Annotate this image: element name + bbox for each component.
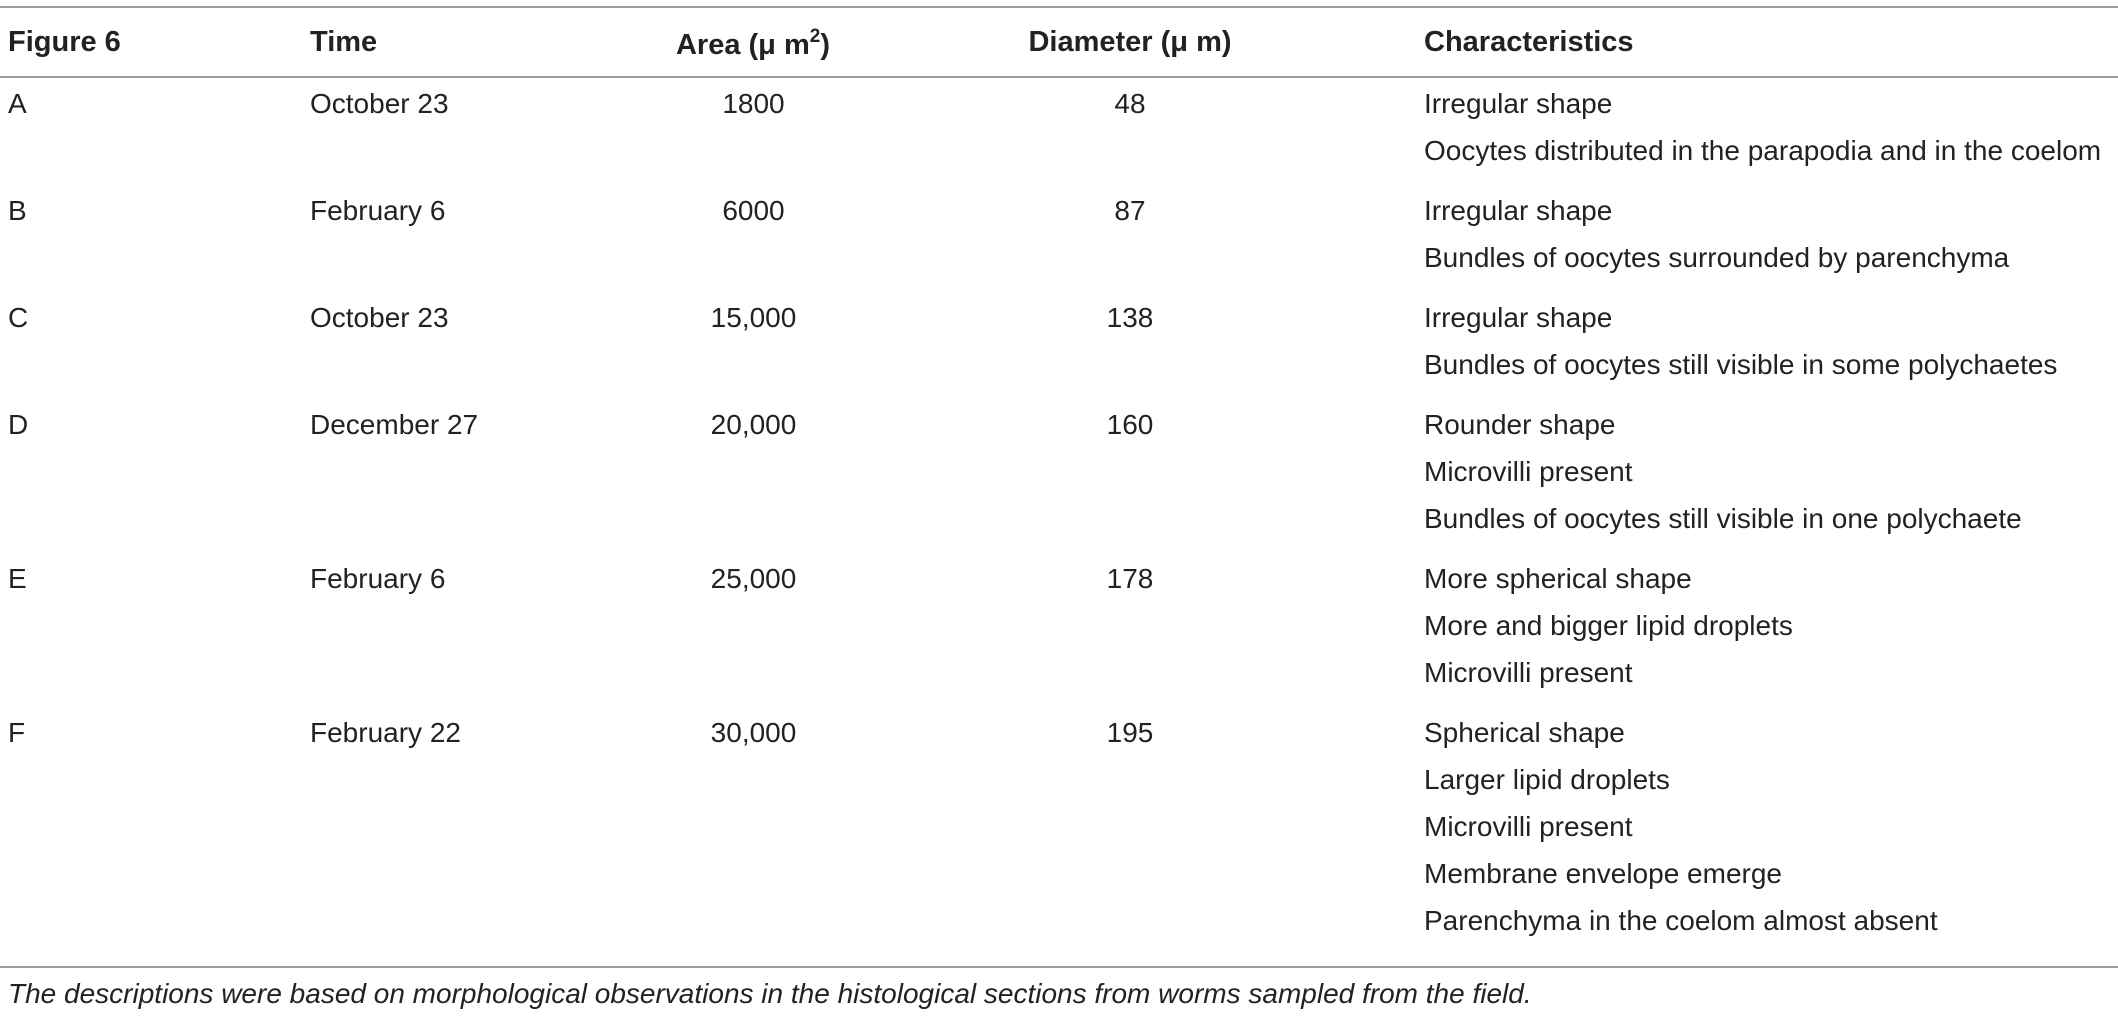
cell-time: February 6 xyxy=(310,195,446,226)
cell-figure: E xyxy=(8,563,27,594)
characteristic-item: Bundles of oocytes surrounded by parenchyma xyxy=(1424,242,2010,273)
cell-area: 20,000 xyxy=(710,409,797,440)
table-header xyxy=(0,6,2118,76)
cell-figure: C xyxy=(8,302,29,333)
characteristic-item: Spherical shape xyxy=(1424,717,1625,748)
cell-characteristics xyxy=(1424,401,2022,542)
cell-figure: F xyxy=(8,717,26,748)
cell-area: 1800 xyxy=(722,88,785,119)
cell-area: 15,000 xyxy=(710,302,797,333)
characteristic-item: Microvilli present xyxy=(1424,811,1633,842)
cell-figure: A xyxy=(8,88,27,119)
characteristic-item: Irregular shape xyxy=(1424,302,1613,333)
header-diameter: Diameter (μ m) xyxy=(1028,26,1232,58)
characteristic-item: Larger lipid droplets xyxy=(1424,764,1670,795)
characteristic-item: Irregular shape xyxy=(1424,88,1613,119)
header-area xyxy=(628,26,878,62)
characteristic-item: Membrane envelope emerge xyxy=(1424,858,1782,889)
cell-time: December 27 xyxy=(310,409,479,440)
header-area-superscript: 2 xyxy=(809,26,821,47)
cell-diameter: 138 xyxy=(1106,302,1154,333)
table-bottom-rule xyxy=(0,966,2118,968)
header-area-text: Area (μ m xyxy=(675,29,810,61)
cell-diameter: 195 xyxy=(1106,717,1154,748)
header-time: Time xyxy=(310,26,378,58)
cell-time: February 22 xyxy=(310,717,461,748)
cell-diameter: 178 xyxy=(1106,563,1154,594)
cell-diameter: 160 xyxy=(1106,409,1154,440)
characteristic-item: Microvilli present xyxy=(1424,456,1633,487)
cell-diameter: 48 xyxy=(1114,88,1146,119)
cell-figure: B xyxy=(8,195,27,226)
cell-characteristics xyxy=(1424,187,2009,281)
characteristic-item: Irregular shape xyxy=(1424,195,1613,226)
header-area-close: ) xyxy=(820,29,831,61)
cell-time: October 23 xyxy=(310,88,449,119)
header-figure: Figure 6 xyxy=(8,26,121,58)
cell-time: February 6 xyxy=(310,563,446,594)
characteristic-item: Rounder shape xyxy=(1424,409,1616,440)
characteristic-item: Oocytes distributed in the parapodia and in the coelom xyxy=(1424,135,2102,166)
cell-area: 30,000 xyxy=(710,717,797,748)
cell-characteristics xyxy=(1424,555,1793,696)
cell-characteristics xyxy=(1424,80,2101,174)
characteristic-item: Parenchyma in the coelom almost absent xyxy=(1424,905,1938,936)
cell-time: October 23 xyxy=(310,302,449,333)
characteristic-item: Bundles of oocytes still visible in some polychaetes xyxy=(1424,349,2058,380)
cell-diameter: 87 xyxy=(1114,195,1146,226)
characteristic-item: More and bigger lipid droplets xyxy=(1424,610,1793,641)
cell-figure: D xyxy=(8,409,29,440)
cell-characteristics xyxy=(1424,709,1938,944)
cell-area: 25,000 xyxy=(710,563,797,594)
table-footnote: The descriptions were based on morphological observations in the histological sections from worms sampled from the field. xyxy=(8,978,1532,1009)
header-characteristics: Characteristics xyxy=(1424,26,1634,58)
cell-characteristics xyxy=(1424,294,2057,388)
header-bottom-rule xyxy=(0,76,2118,78)
characteristic-item: Microvilli present xyxy=(1424,657,1633,688)
characteristic-item: Bundles of oocytes still visible in one polychaete xyxy=(1424,503,2022,534)
characteristic-item: More spherical shape xyxy=(1424,563,1692,594)
cell-area: 6000 xyxy=(722,195,785,226)
